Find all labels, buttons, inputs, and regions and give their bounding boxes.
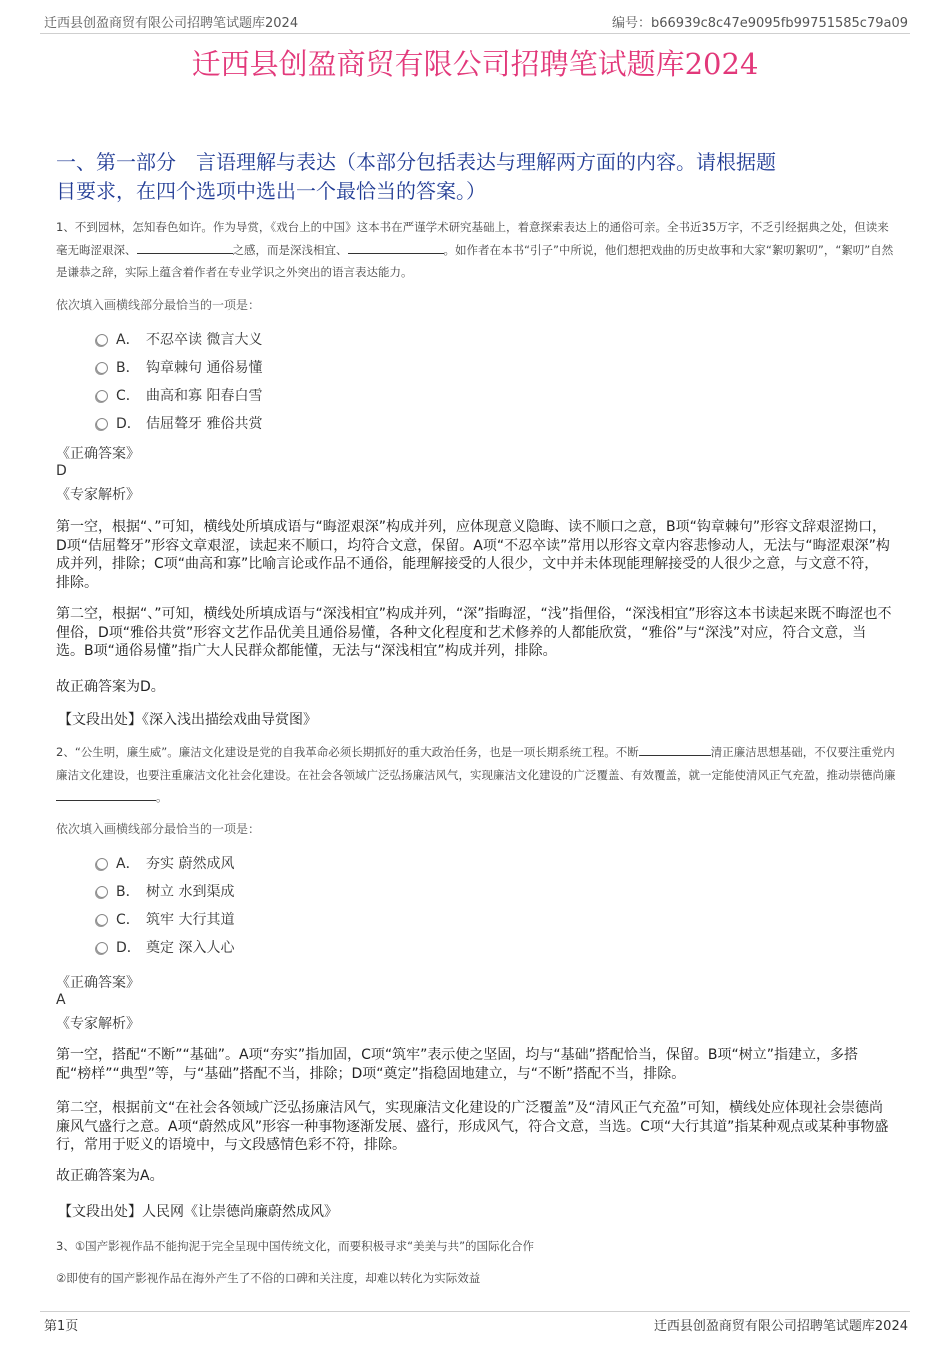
q1-analysis-paragraph-2: 第二空，根据“、”可知，横线处所填成语与“深浅相宜”构成并列，“深”指晦涩，“浅”指俚俗，“深浅相宜”形容这本书读起来既不晦涩也不俚俗，D项“雅俗共赏”形容文艺作品优美且通俗易懂，各种文化程度和艺术修养的人都能欣赏，“雅俗”与“深浅”对应，符合文意，当选。B项“通俗易懂”指广大人民群众都能懂，无法与“深浅相宜”构成并列，排除。 bbox=[56, 606, 892, 659]
radio-icon[interactable] bbox=[96, 362, 108, 374]
question-3-statement-1: 3、①国产影视作品不能拘泥于完全呈现中国传统文化，而要积极寻求“美美与共”的国际化合作 bbox=[56, 1239, 535, 1253]
q2-conclusion: 故正确答案为A。 bbox=[56, 1168, 164, 1184]
question-1-text-c: 。如作者在本书“引子”中所说，他们想把戏曲的历史故事和大家“絮叨絮叨”，“絮叨”自然是谦恭之辞，实际上蕴含着作者在专业学识之外突出的语言表达能力。 bbox=[56, 242, 894, 279]
q2-analysis-paragraph-2: 第二空，根据前文“在社会各领域广泛弘扬廉洁风气，实现廉洁文化建设的广泛覆盖”及“清风正气充盈”可知，横线处应体现社会崇德尚廉风气盛行之意。A项“蔚然成风”形容一种事物逐渐发展、盛行，形成风气，符合文意，当选。C项“大行其道”指某种观点或某种事物盛行，常用于贬义的语境中，与文段感情色彩不符，排除。 bbox=[56, 1100, 889, 1153]
q1-option-a[interactable]: A． 不忍卒读 微言大义 bbox=[96, 329, 262, 349]
q2-source: 【文段出处】人民网《让崇德尚廉蔚然成风》 bbox=[58, 1204, 338, 1220]
blank-1 bbox=[639, 743, 711, 756]
q2-option-b[interactable]: B． 树立 水到渠成 bbox=[96, 881, 234, 901]
q1-option-b[interactable]: B． 钩章棘句 通俗易懂 bbox=[96, 357, 262, 377]
q1-conclusion: 故正确答案为D。 bbox=[56, 679, 165, 695]
header-divider bbox=[40, 33, 910, 34]
answer-value: A bbox=[56, 992, 66, 1008]
answer-label: 《正确答案》 bbox=[56, 975, 140, 991]
question-2-text-a: 2、“公生明，廉生威”。廉洁文化建设是党的自我革命必须长期抓好的重大政治任务，也是一项长期系统工程。不断 bbox=[56, 745, 639, 759]
question-1-text-a: 1、不到园林，怎知春色如许。作为导赏，《戏台上的中国》这本书在严谨学术研究基础上，着意探索表达上的通俗可亲。全书近35万字，不乏引经据典之处，但读来毫无晦涩艰深、 bbox=[56, 220, 889, 257]
radio-icon[interactable] bbox=[96, 418, 108, 430]
document-id: 编号：b66939c8c47e9095fb99751585c79a09 bbox=[612, 16, 908, 31]
page-title: 迁西县创盈商贸有限公司招聘笔试题库2024 bbox=[191, 47, 759, 81]
q1-option-c[interactable]: C． 曲高和寡 阳春白雪 bbox=[96, 385, 262, 405]
radio-icon[interactable] bbox=[96, 942, 108, 954]
question-2-text bbox=[56, 741, 898, 809]
radio-icon[interactable] bbox=[96, 886, 108, 898]
blank-2 bbox=[56, 788, 156, 801]
q1-option-d[interactable]: D． 佶屈聱牙 雅俗共赏 bbox=[96, 413, 262, 433]
q2-option-c[interactable]: C． 筑牢 大行其道 bbox=[96, 909, 234, 929]
section-heading-line2: 目要求，在四个选项中选出一个最恰当的答案。） bbox=[56, 179, 486, 203]
radio-icon[interactable] bbox=[96, 390, 108, 402]
answer-value: D bbox=[56, 463, 67, 479]
question-1-text-b: 之感，而是深浅相宜、 bbox=[232, 242, 348, 257]
q1-source: 【文段出处】《深入浅出描绘戏曲导赏图》 bbox=[58, 712, 317, 728]
q2-option-d[interactable]: D． 奠定 深入人心 bbox=[96, 937, 234, 957]
blank-1 bbox=[137, 241, 233, 254]
analysis-label: 《专家解析》 bbox=[56, 487, 140, 503]
section-heading bbox=[56, 148, 896, 206]
header-left-title: 迁西县创盈商贸有限公司招聘笔试题库2024 bbox=[44, 16, 299, 31]
q2-analysis-paragraph-1: 第一空，搭配“不断”“基础”。A项“夯实”指加固，C项“筑牢”表示使之坚固，均与“基础”搭配恰当，保留。B项“树立”指建立，多搭配“榜样”“典型”等，与“基础”搭配不当，排除；D项“奠定”指稳固地建立，与“不断”搭配不当，排除。 bbox=[56, 1047, 858, 1082]
footer-title: 迁西县创盈商贸有限公司招聘笔试题库2024 bbox=[653, 1319, 908, 1334]
analysis-label: 《专家解析》 bbox=[56, 1016, 140, 1032]
question-2-text-b: 清正廉洁思想基础，不仅要注重党内廉洁文化建设，也要注重廉洁文化社会化建设。在社会各领域广泛弘扬廉洁风气，实现廉洁文化建设的广泛覆盖、有效覆盖，就一定能使清风正气充盈，推动崇德尚廉 bbox=[56, 745, 896, 782]
footer-divider bbox=[40, 1311, 910, 1312]
question-1-prompt: 依次填入画横线部分最恰当的一项是： bbox=[56, 298, 261, 312]
q2-option-a[interactable]: A． 夯实 蔚然成风 bbox=[96, 853, 234, 873]
question-2-text-c: 。 bbox=[156, 790, 168, 804]
blank-2 bbox=[348, 241, 444, 254]
question-1-text bbox=[56, 216, 898, 284]
page-number: 第1页 bbox=[44, 1319, 79, 1334]
question-2-prompt: 依次填入画横线部分最恰当的一项是： bbox=[56, 822, 261, 836]
radio-icon[interactable] bbox=[96, 858, 108, 870]
radio-icon[interactable] bbox=[96, 334, 108, 346]
section-heading-line1: 一、第一部分 言语理解与表达（本部分包括表达与理解两方面的内容。请根据题 bbox=[56, 150, 776, 174]
question-3-statement-2: ②即使有的国产影视作品在海外产生了不俗的口碑和关注度，却难以转化为实际效益 bbox=[56, 1271, 481, 1285]
radio-icon[interactable] bbox=[96, 914, 108, 926]
q1-analysis-paragraph-1: 第一空，根据“、”可知，横线处所填成语与“晦涩艰深”构成并列，应体现意义隐晦、读不顺口之意，B项“钩章棘句”形容文辞艰涩拗口，D项“佶屈聱牙”形容文章艰涩，读起来不顺口，均符合文意，保留。A项“不忍卒读”常用以形容文章内容悲惨动人，无法与“晦涩艰深”构成并列，排除；C项“曲高和寡”比喻言论或作品不通俗，能理解接受的人很少，文中并未体现能理解接受的人很少之意，与文意不符，排除。 bbox=[56, 519, 890, 591]
answer-label: 《正确答案》 bbox=[56, 446, 140, 462]
